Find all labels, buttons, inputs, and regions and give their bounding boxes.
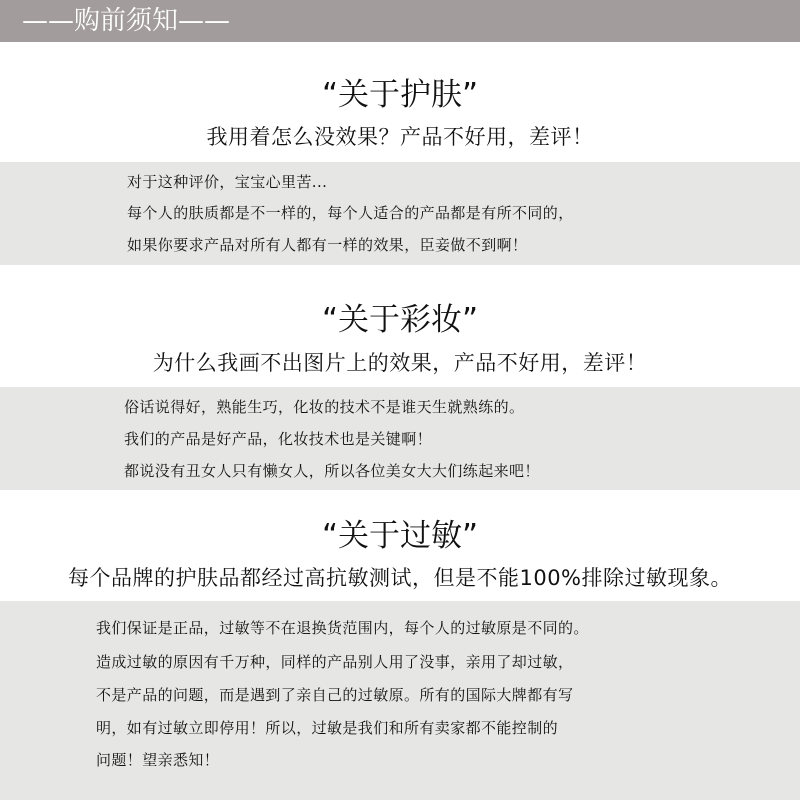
notice-line: 造成过敏的原因有千万种，同样的产品别人用了没事，亲用了却过敏， <box>96 653 574 671</box>
section-subtitle-makeup: 为什么我画不出图片上的效果，产品不好用，差评！ <box>152 351 648 375</box>
notice-line: 问题！望亲悉知！ <box>96 751 220 769</box>
notice-line: 每个人的肤质都是不一样的，每个人适合的产品都是有所不同的， <box>127 204 574 222</box>
notice-box-allergy <box>0 601 800 800</box>
section-subtitle-allergy: 每个品牌的护肤品都经过高抗敏测试，但是不能100%排除过敏现象。 <box>67 566 733 590</box>
section-title-makeup: “关于彩妆” <box>321 302 479 338</box>
notice-box-makeup <box>0 387 800 490</box>
notice-line: 都说没有丑女人只有懒女人，所以各位美女大大们练起来吧！ <box>124 462 540 480</box>
header-bar <box>0 0 800 42</box>
notice-line: 俗话说得好，熟能生巧，化妆的技术不是谁天生就熟练的。 <box>124 398 525 416</box>
notice-line: 对于这种评价，宝宝心里苦... <box>127 173 328 191</box>
notice-box-skincare <box>0 162 800 265</box>
section-subtitle-skincare: 我用着怎么没效果？产品不好用，差评！ <box>206 125 594 149</box>
notice-line: 明，如有过敏立即停用！所以，过敏是我们和所有卖家都不能控制的 <box>96 719 559 737</box>
notice-line: 我们的产品是好产品，化妆技术也是关键啊！ <box>124 430 433 448</box>
page-title: ——购前须知—— <box>22 6 231 36</box>
section-title-skincare: “关于护肤” <box>321 77 479 113</box>
notice-line: 我们保证是正品，过敏等不在退换货范围内，每个人的过敏原是不同的。 <box>96 619 589 637</box>
notice-line: 如果你要求产品对所有人都有一样的效果，臣妾做不到啊！ <box>127 236 528 254</box>
notice-line: 不是产品的问题，而是遇到了亲自己的过敏原。所有的国际大牌都有写 <box>96 686 574 704</box>
section-title-allergy: “关于过敏” <box>321 518 479 554</box>
